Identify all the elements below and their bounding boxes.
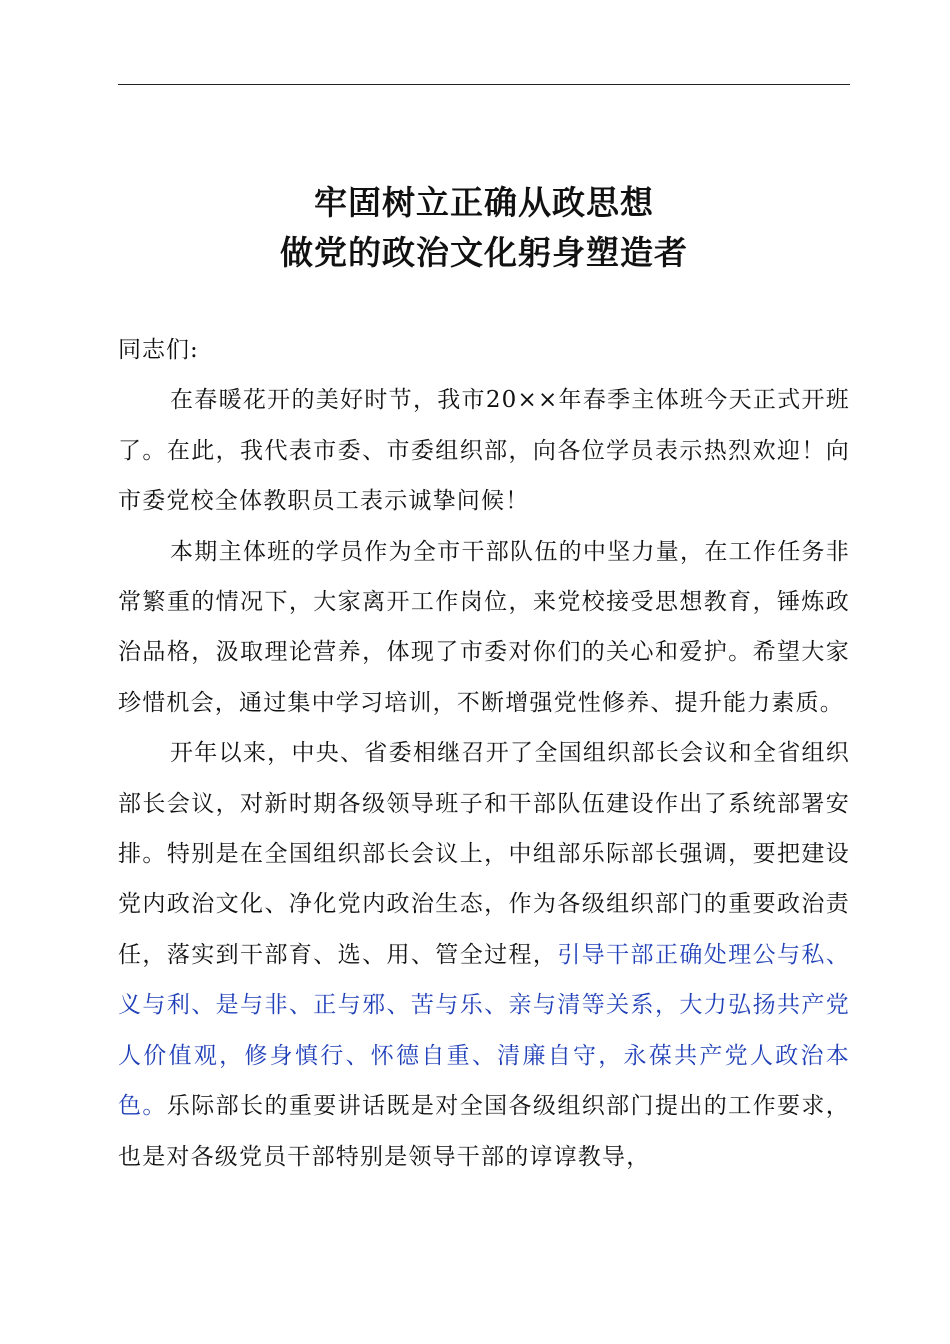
paragraph-3: [118, 728, 850, 1182]
document-title-line-1: 牢固树立正确从政思想: [314, 183, 654, 222]
paragraph-3-text-after: 乐际部长的重要讲话既是对全国各级组织部门提出的工作要求，也是对各级党员干部特别是领导干部的谆谆教导，: [118, 1093, 850, 1170]
document-body: [118, 325, 850, 1182]
salutation: 同志们:: [118, 337, 199, 363]
paragraph-3-highlighted-text: 引导干部正确处理公与私、义与利、是与非、正与邪、苦与乐、亲与清等关系，大力弘扬共产党人价值观，修身慎行、怀德自重、清廉自守，永葆共产党人政治本色。: [118, 941, 850, 1120]
header-rule: [118, 84, 850, 85]
document-title-line-2: 做党的政治文化躬身塑造者: [280, 233, 688, 272]
paragraph-3-text-before: 开年以来，中央、省委相继召开了全国组织部长会议和全省组织部长会议，对新时期各级领导班子和干部队伍建设作出了系统部署安排。特别是在全国组织部长会议上，中组部乐际部长强调，要把建设党内政治文化、净化党内政治生态，作为各级组织部门的重要政治责任，落实到干部育、选、用、管全过程，: [118, 740, 850, 968]
paragraph-1: 在春暖花开的美好时节，我市20××年春季主体班今天正式开班了。在此，我代表市委、市委组织部，向各位学员表示热烈欢迎！向市委党校全体教职员工表示诚挚问候！: [118, 387, 850, 515]
paragraph-2: 本期主体班的学员作为全市干部队伍的中坚力量，在工作任务非常繁重的情况下，大家离开工作岗位，来党校接受思想教育，锤炼政治品格，汲取理论营养，体现了市委对你们的关心和爱护。希望大家珍惜机会，通过集中学习培训，不断增强党性修养、提升能力素质。: [118, 538, 850, 716]
